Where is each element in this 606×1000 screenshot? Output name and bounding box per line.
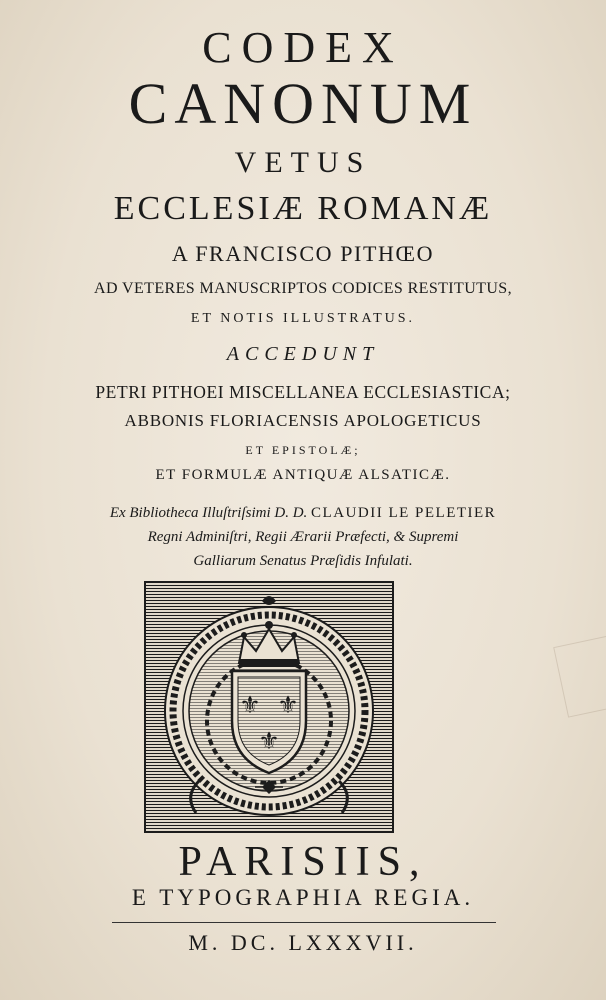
- title-codex: CODEX: [202, 23, 404, 72]
- imprint-printer: E TYPOGRAPHIA REGIA.: [131, 885, 475, 910]
- royal-arms-fleur-de-lis-icon: [144, 581, 394, 833]
- provenance-line-2: Regni Adminiſtri, Regii Ærarii Præfecti, & Supremi: [147, 529, 459, 545]
- contents-miscellanea: PETRI PITHOEI MISCELLANEA ECCLESIASTICA;: [95, 382, 511, 402]
- provenance-line-3: Galliarum Senatus Præſidis Infulati.: [193, 553, 413, 569]
- provenance-library: Ex Bibliotheca Illuſtriſsimi D. D.: [109, 505, 308, 521]
- stamp-bleed-through: [553, 634, 606, 717]
- imprint-date: M. DC. LXXXVII.: [188, 930, 418, 955]
- title-illustratus: ET NOTIS ILLUSTRATUS.: [190, 311, 416, 326]
- svg-text:⚜: ⚜: [258, 727, 280, 755]
- title-vetus: VETUS: [234, 146, 372, 179]
- contents-heading: ACCEDUNT: [226, 343, 380, 365]
- contents-apologeticus: ABBONIS FLORIACENSIS APOLOGETICUS: [124, 411, 482, 430]
- contents-formulae: ET FORMULÆ ANTIQUÆ ALSATICÆ.: [155, 467, 451, 483]
- title-canonum: CANONUM: [128, 71, 478, 136]
- title-ecclesiae-romanae: ECCLESIÆ ROMANÆ: [113, 190, 493, 227]
- svg-text:⚜: ⚜: [277, 691, 299, 719]
- provenance-owner: CLAUDII LE PELETIER: [311, 505, 497, 521]
- svg-text:⚜: ⚜: [239, 691, 261, 719]
- contents-epistolae: ET EPISTOLÆ;: [245, 443, 361, 457]
- imprint-city: PARISIIS,: [178, 839, 428, 885]
- title-editor: A FRANCISCO PITHŒO: [171, 241, 435, 266]
- provenance-line-1: [0, 505, 606, 522]
- imprint-rule: [112, 922, 496, 923]
- title-restitutus: AD VETERES MANUSCRIPTOS CODICES RESTITUTUS,: [94, 280, 512, 297]
